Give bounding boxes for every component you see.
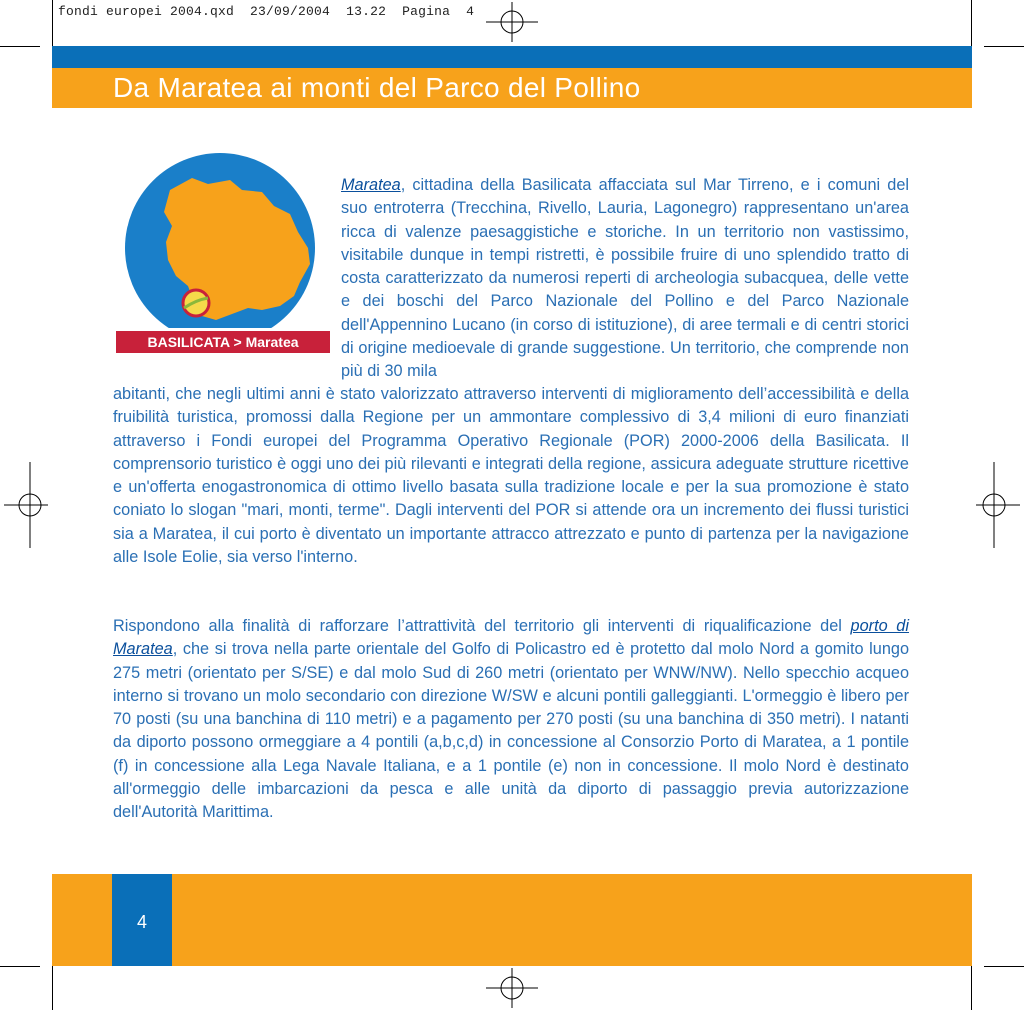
crop-mark-bottom-left-horizontal (0, 966, 40, 967)
slug-time: 13.22 (346, 4, 387, 19)
crop-mark-bottom-left-vertical (52, 966, 53, 1010)
lead-term-maratea: Maratea (341, 176, 401, 194)
page-title: Da Maratea ai monti del Parco del Pollino (113, 72, 641, 103)
header-blue-band (52, 46, 972, 68)
map-caption: BASILICATA > Maratea (147, 334, 299, 350)
footer-orange-band (52, 874, 972, 966)
crop-mark-top-left-vertical (52, 0, 53, 46)
crop-mark-top-right-vertical (971, 0, 972, 46)
print-slug (58, 4, 474, 19)
paragraph-2-text-before: Rispondono alla finalità di rafforzare l’attrattività del territorio gli interventi di riqualificazione del (113, 617, 851, 635)
registration-mark-top-icon (486, 2, 538, 42)
page-number: 4 (136, 912, 147, 932)
lead-term-porto-di-maratea: porto di Maratea (113, 617, 909, 659)
slug-date: 23/09/2004 (250, 4, 331, 19)
paragraph-1-top (341, 174, 909, 384)
paragraph-1-continued-text: abitanti, che negli ultimi anni è stato valorizzato attraverso interventi di miglioramento dell’accessibilità e della fruibilità turistica, promossi dalla Regione per un ammontare complessivo di 3,4 milioni di euro finanziati attraverso i Fondi europei del Programma Operativo Regionale (POR) 2000-2006 della Basilicata. Il comprensorio turistico è oggi uno dei più rilevanti e integrati della regione, assicura adeguate strutture ricettive e un'offerta enogastronomica di ottimo livello basata sulla tradizione locale e per la sua promozione è stato coniato lo slogan "mari, monti, terme". Dagli interventi del POR si attende ora un incremento dei flussi turistici sia a Maratea, il cui porto è diventato un importante attracco attrezzato e punto di partenza per la navigazione alle Isole Eolie, sia verso l'interno. (113, 385, 909, 567)
crop-mark-bottom-right-horizontal (984, 966, 1024, 967)
slug-page-label: Pagina (402, 4, 451, 19)
slug-filename: fondi europei 2004.qxd (58, 4, 235, 19)
paragraph-2-text-after: , che si trova nella parte orientale del Golfo di Policastro ed è protetto dal molo Nord a gomito lungo 275 metri (orientato per S/SE) e dal molo Sud di 260 metri (orientato per WNW/NW). Nello specchio acqueo interno si trovano un molo secondario con direzione W/SW e alcuni pontili galleggianti. L'ormeggio è libero per 70 posti (su una banchina di 110 metri) e a pagamento per 270 posti (su una banchina di 350 metri). I natanti da diporto possono ormeggiare a 4 pontili (a,b,c,d) in concessione al Consorzio Porto di Maratea, a 1 pontile (f) in concessione alla Lega Navale Italiana, e a 1 pontile (e) non in concessione. Il molo Nord è destinato all'ormeggio delle imbarcazioni da pesca e alle unità da diporto di passaggio previa autorizzazione dell'Autorità Marittima. (113, 640, 909, 822)
registration-mark-right-icon (976, 462, 1020, 548)
slug-page-value: 4 (466, 4, 475, 19)
registration-mark-bottom-icon (486, 968, 538, 1008)
crop-mark-top-right-horizontal (984, 46, 1024, 47)
basilicata-map-figure (112, 150, 334, 355)
paragraph-1-continued (113, 383, 909, 569)
registration-mark-left-icon (4, 462, 48, 548)
paragraph-2 (113, 615, 909, 825)
crop-mark-bottom-right-vertical (971, 966, 972, 1010)
crop-mark-top-left-horizontal (0, 46, 40, 47)
paragraph-1-top-text: , cittadina della Basilicata affacciata sul Mar Tirreno, e i comuni del suo entroterra (Trecchina, Rivello, Lauria, Lagonegro) rappresentano un'area ricca di valenze paesaggistiche e storiche. In un territorio non vastissimo, visitabile dunque in tempi ristretti, è possibile fruire di uno splendido tratto di costa caratterizzato da numerosi reperti di archeologia subacquea, delle vette e dei boschi del Parco Nazionale del Pollino e del Parco Nazionale dell'Appennino Lucano (in corso di istituzione), di aree termali e di centri storici di origine medioevale di grande suggestione. Un territorio, che comprende non più di 30 mila (341, 176, 909, 381)
